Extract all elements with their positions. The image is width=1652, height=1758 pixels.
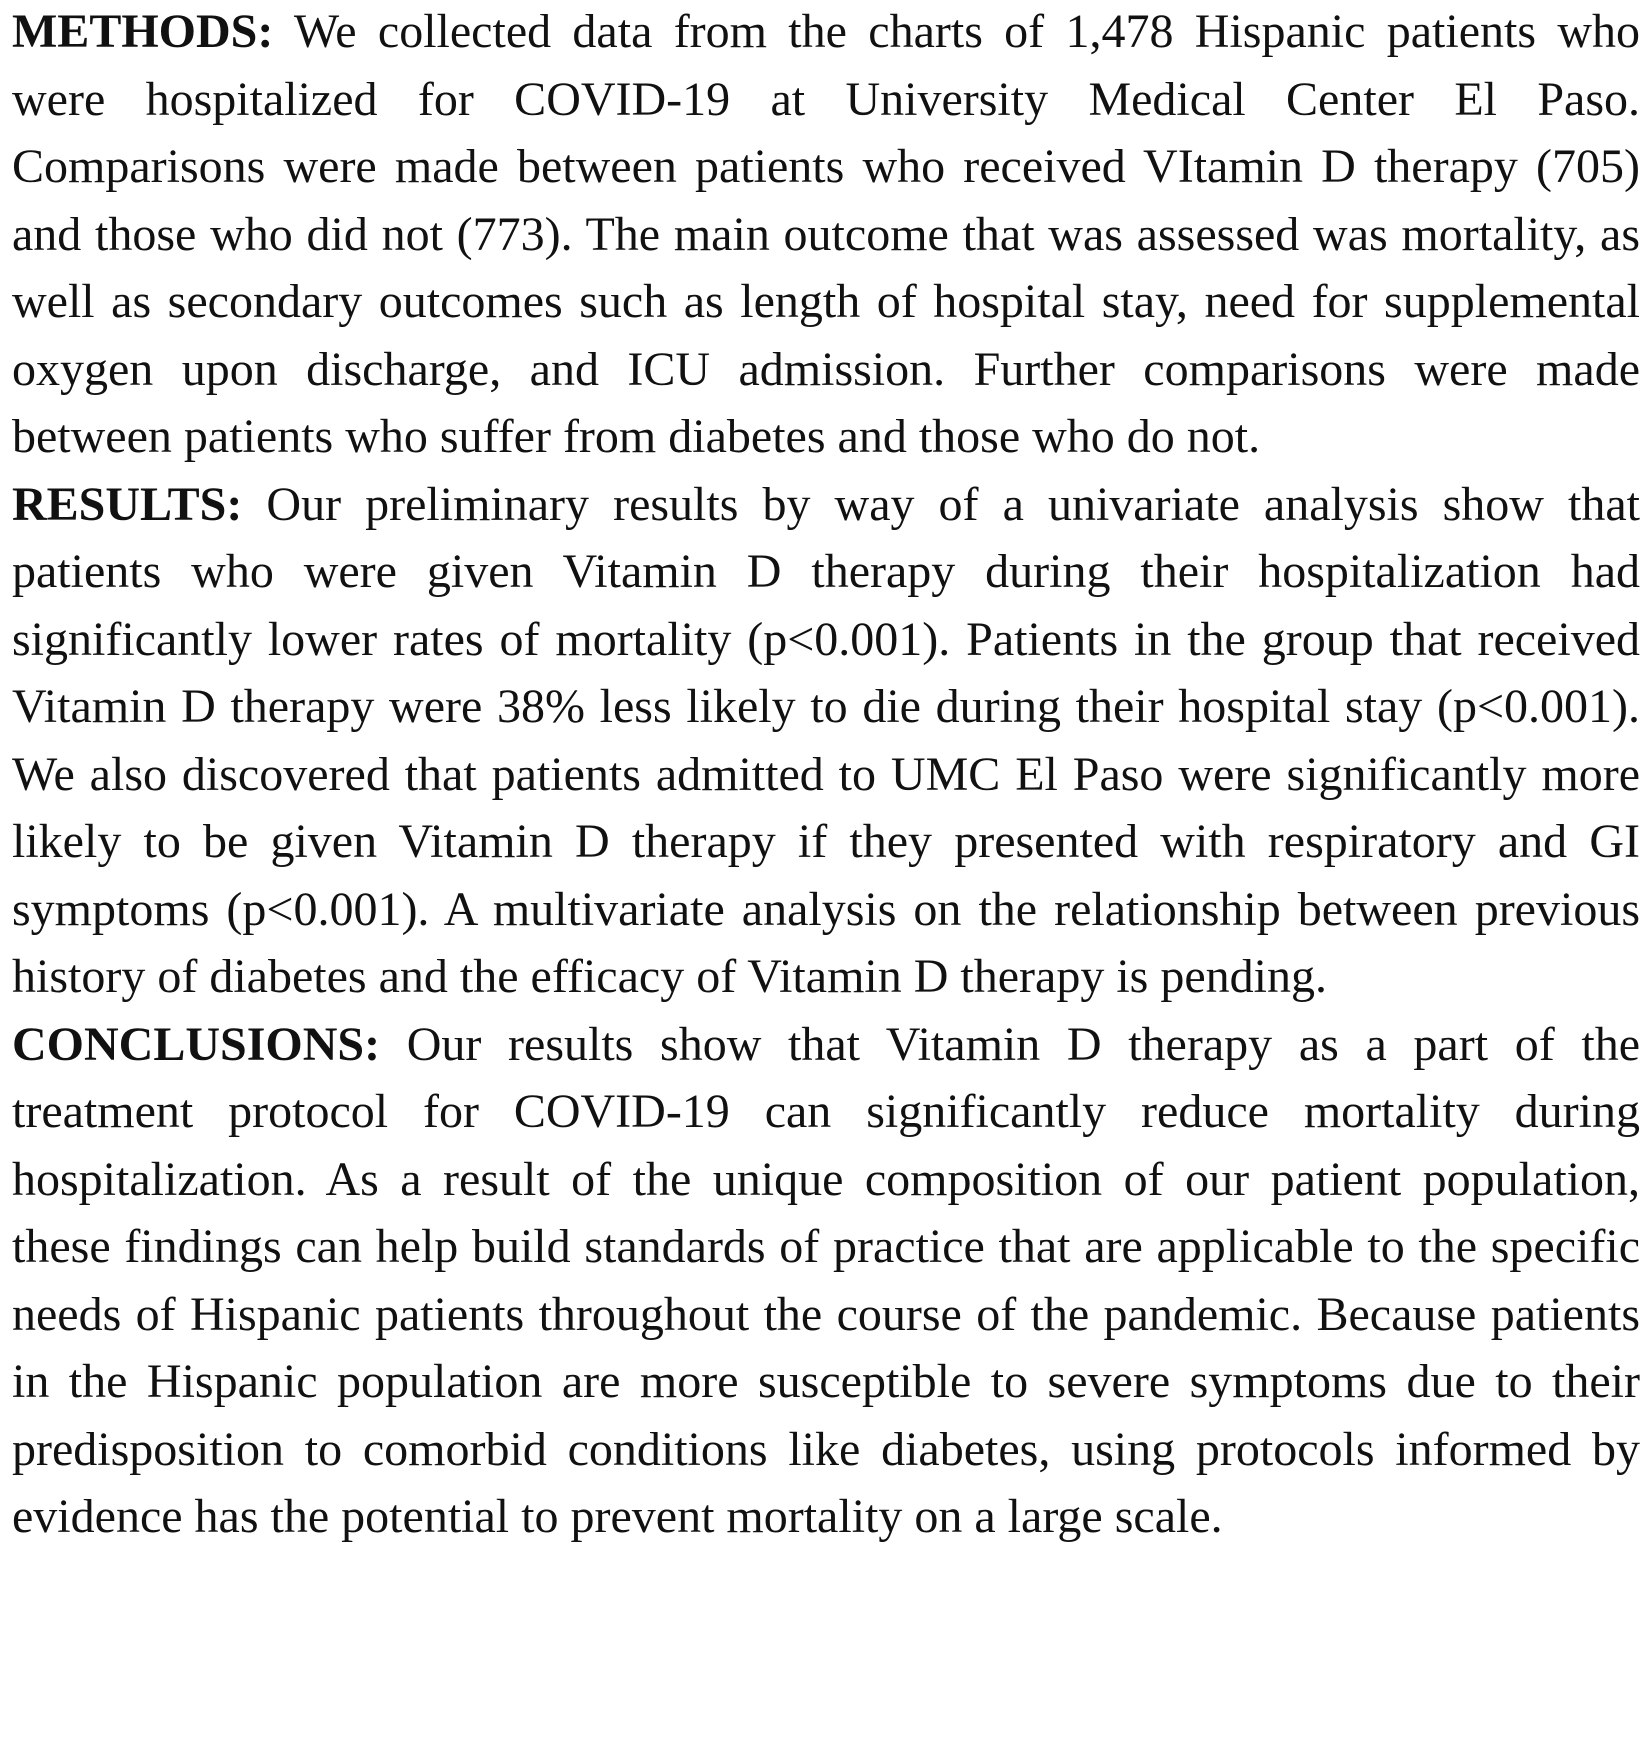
- conclusions-section: [12, 1011, 1640, 1551]
- methods-heading: METHODS:: [12, 5, 274, 58]
- results-text: Our preliminary results by way of a univariate analysis show that patients who were given Vitamin D therapy during their hospitalization had significantly lower rates of mortality (p<0.001). Patients in the group that received Vitamin D therapy were 38% less likely to die during their hospital stay (p<0.001). We also discovered that patients admitted to UMC El Paso were significantly more likely to be given Vitamin D therapy if they presented with respiratory and GI symptoms (p<0.001). A multivariate analysis on the relationship between previous history of diabetes and the efficacy of Vitamin D therapy is pending.: [12, 477, 1641, 1003]
- methods-text: We collected data from the charts of 1,478 Hispanic patients who were hospitalized for COVID-19 at University Medical Center El Paso. Comparisons were made between patients who received VItamin D therapy (705) and those who did not (773). The main outcome that was assessed was mortality, as well as secondary outcomes such as length of hospital stay, need for supplemental oxygen upon discharge, and ICU admission. Further comparisons were made between patients who suffer from diabetes and those who do not.: [12, 5, 1640, 463]
- conclusions-text: Our results show that Vitamin D therapy as a part of the treatment protocol for COVID-19 can significantly reduce mortality during hospitalization. As a result of the unique composition of our patient population, these findings can help build standards of practice that are applicable to the specific needs of Hispanic patients throughout the course of the pandemic. Because patients in the Hispanic population are more susceptible to severe symptoms due to their predisposition to comorbid conditions like diabetes, using protocols informed by evidence has the potential to prevent mortality on a large scale.: [12, 1017, 1641, 1543]
- conclusions-heading: CONCLUSIONS:: [12, 1017, 381, 1071]
- methods-section: [12, 0, 1640, 471]
- results-heading: RESULTS:: [12, 477, 243, 531]
- results-section: [12, 471, 1640, 1011]
